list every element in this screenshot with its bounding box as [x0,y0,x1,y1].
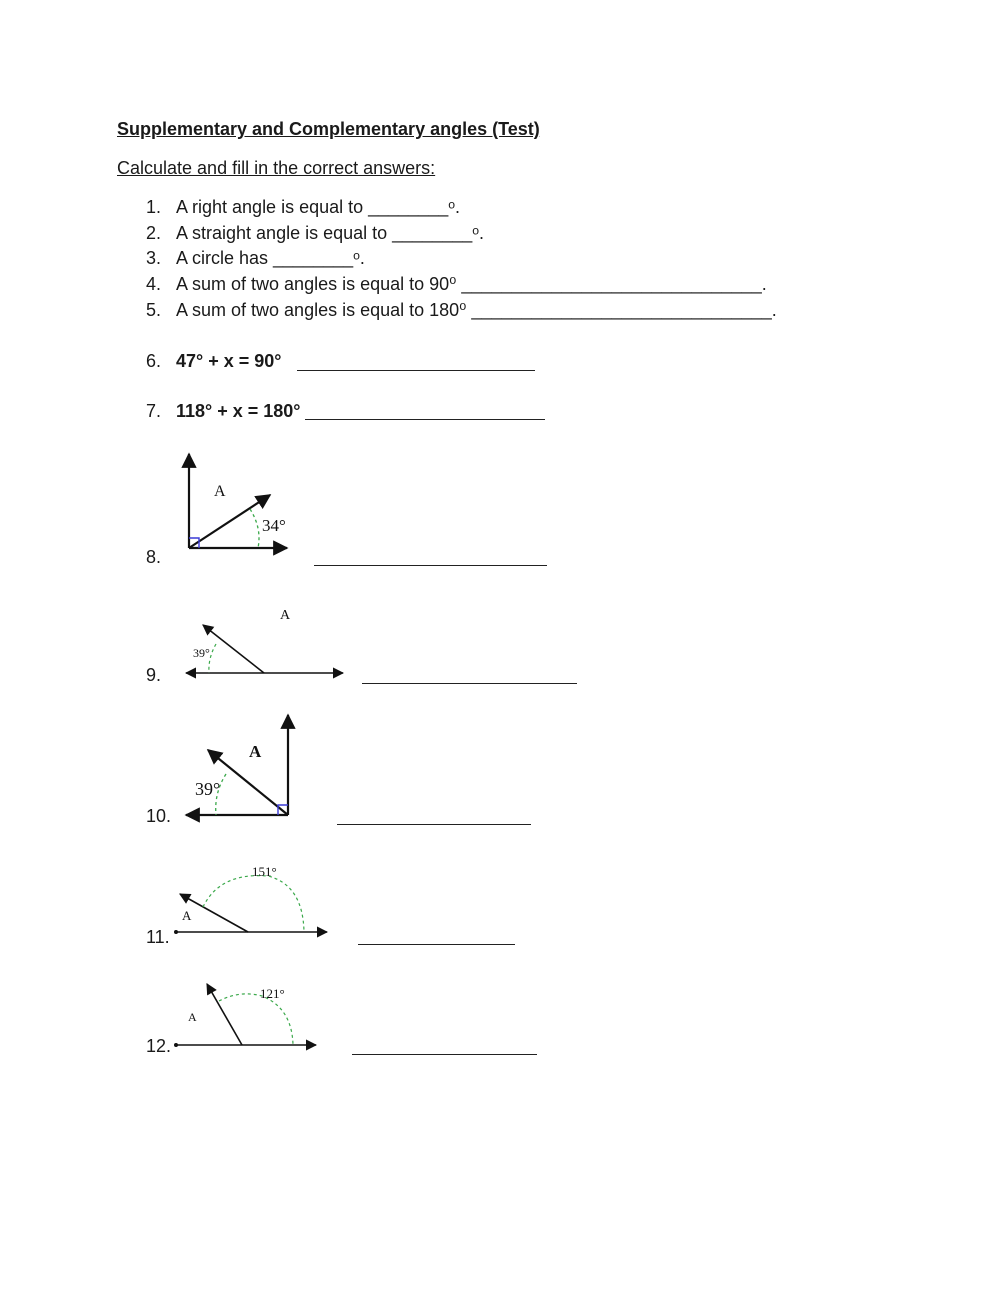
question-12-diagram [174,984,316,1047]
question-5-number: 5. [146,300,162,320]
angle-label-a: A [182,908,192,923]
angle-arc [203,876,304,932]
question-7-number: 7. [146,401,162,421]
angle-label-a: A [280,608,291,623]
question-5-text: A sum of two angles is equal to 180⁰ ______________________________. [176,300,777,320]
question-11-answer-blank[interactable] [358,944,515,945]
question-10-answer-blank[interactable] [337,824,531,825]
given-angle-label: 34° [262,516,286,535]
question-1-number: 1. [146,197,162,217]
question-6-text: 47° + x = 90° [176,351,282,371]
question-2-number: 2. [146,223,162,243]
question-12-answer-blank[interactable] [352,1054,537,1055]
given-angle-label: 39° [193,646,210,660]
question-3-text: A circle has ________ᵒ. [176,248,365,268]
question-4-text: A sum of two angles is equal to 90⁰ ______________________________. [176,274,767,294]
question-6-number: 6. [146,351,162,371]
question-2-text: A straight angle is equal to ________ᵒ. [176,223,485,243]
question-9-answer-blank[interactable] [362,683,577,684]
question-10-diagram [186,715,288,815]
question-9-number: 9. [146,665,162,685]
question-8-answer-blank[interactable] [314,565,547,566]
question-11-number: 11. [146,927,170,947]
worksheet-title: Supplementary and Complementary angles (Test) [117,119,540,139]
question-7-text: 118° + x = 180° [176,401,301,421]
question-3-number: 3. [146,248,162,268]
given-angle-label: 151° [252,864,277,879]
angle-label-a: A [249,742,262,761]
question-10-number: 10. [146,806,172,826]
instructions: Calculate and fill in the correct answers: [117,158,436,178]
question-11-diagram [174,864,327,934]
question-12-number: 12. [146,1036,172,1056]
angle-arc [219,994,293,1045]
angle-label-a: A [214,483,226,500]
question-8-number: 8. [146,547,162,567]
given-angle-label: 121° [260,986,285,1001]
given-angle-label: 39° [195,779,221,799]
question-9-diagram [186,608,343,673]
angle-label-a: A [188,1010,197,1024]
question-1-text: A right angle is equal to ________ᵒ. [176,197,461,217]
angle-arc [209,644,216,673]
question-4-number: 4. [146,274,162,294]
angle-arc [250,509,259,548]
question-8-diagram [189,454,287,548]
